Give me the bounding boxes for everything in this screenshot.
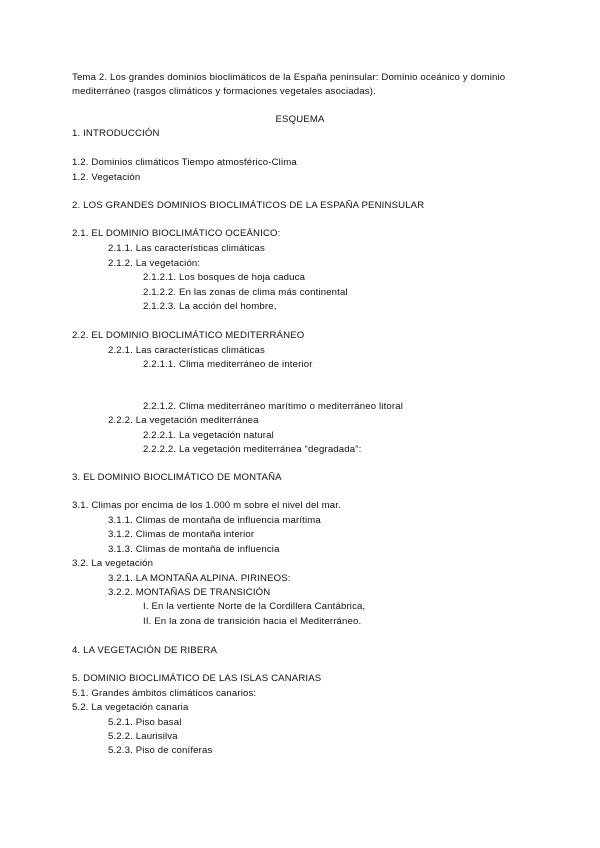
item-5-2-2: 5.2.2. Laurisilva — [108, 731, 178, 742]
item-2-1-1: 2.1.1. Las características climáticas — [108, 243, 265, 254]
item-2-1-2-3: 2.1.2.3. La acción del hombre, — [143, 301, 277, 312]
section-2: 2. LOS GRANDES DOMINIOS BIOCLIMÁTICOS DE LA ESPAÑA PENINSULAR — [72, 200, 425, 211]
item-3-1-1: 3.1.1. Climas de montaña de influencia marítima — [108, 515, 321, 526]
item-3-2-2-ii: II. En la zona de transición hacia el Mediterráneo. — [143, 616, 362, 627]
item-3-1: 3.1. Climas por encima de los 1.000 m sobre el nivel del mar. — [72, 500, 341, 511]
item-2-2-1-1: 2.2.1.1. Clima mediterráneo de interior — [143, 359, 313, 370]
item-1-2-b: 1.2. Vegetación — [72, 172, 141, 183]
item-3-1-3: 3.1.3. Climas de montaña de influencia — [108, 544, 280, 555]
item-3-2-2: 3.2.2. MONTAÑAS DE TRANSICIÓN — [108, 587, 271, 598]
item-2-2: 2.2. EL DOMINIO BIOCLIMÁTICO MEDITERRÁNEO — [72, 330, 305, 341]
item-3-2: 3.2. La vegetación — [72, 558, 154, 569]
item-5-2: 5.2. La vegetación canaria — [72, 702, 189, 713]
title-line-1: Tema 2. Los grandes dominios bioclimáticos de la España peninsular: Dominio oceánico y dominio — [72, 72, 506, 83]
section-4: 4. LA VEGETACIÓN DE RIBERA — [72, 645, 218, 656]
heading-esquema: ESQUEMA — [275, 114, 325, 125]
item-2-2-1-2: 2.2.1.2. Clima mediterráneo marítimo o mediterráneo litoral — [143, 401, 403, 412]
item-2-2-2-1: 2.2.2.1. La vegetación natural — [143, 430, 274, 441]
item-5-2-1: 5.2.1. Piso basal — [108, 717, 182, 728]
item-5-1: 5.1. Grandes ámbitos climáticos canarios: — [72, 688, 257, 699]
item-2-2-2-2: 2.2.2.2. La vegetación mediterránea “degradada”: — [143, 444, 362, 455]
section-5: 5. DOMINIO BIOCLIMÁTICO DE LAS ISLAS CANARIAS — [72, 673, 322, 684]
section-1: 1. INTRODUCCIÓN — [72, 128, 160, 139]
item-5-2-3: 5.2.3. Piso de coníferas — [108, 745, 213, 756]
item-3-2-2-i: I. En la vertiente Norte de la Cordillera Cantábrica, — [143, 601, 366, 612]
item-3-2-1: 3.2.1. LA MONTAÑA ALPINA. PIRINEOS: — [108, 573, 291, 584]
item-2-2-2: 2.2.2. La vegetación mediterránea — [108, 415, 259, 426]
item-2-1-2: 2.1.2. La vegetación: — [108, 258, 201, 269]
item-3-1-2: 3.1.2. Climas de montaña interior — [108, 529, 255, 540]
item-2-2-1: 2.2.1. Las características climáticas — [108, 345, 265, 356]
item-2-1: 2.1. EL DOMINIO BIOCLIMÁTICO OCEÁNICO: — [72, 228, 281, 239]
item-2-1-2-2: 2.1.2.2. En las zonas de clima más continental — [143, 287, 348, 298]
title-line-2: mediterráneo (rasgos climáticos y formaciones vegetales asociadas). — [72, 86, 376, 97]
section-3: 3. EL DOMINIO BIOCLIMÁTICO DE MONTAÑA — [72, 472, 282, 483]
item-2-1-2-1: 2.1.2.1. Los bosques de hoja caduca — [143, 272, 306, 283]
item-1-2-a: 1.2. Dominios climáticos Tiempo atmosférico-Clima — [72, 157, 297, 168]
